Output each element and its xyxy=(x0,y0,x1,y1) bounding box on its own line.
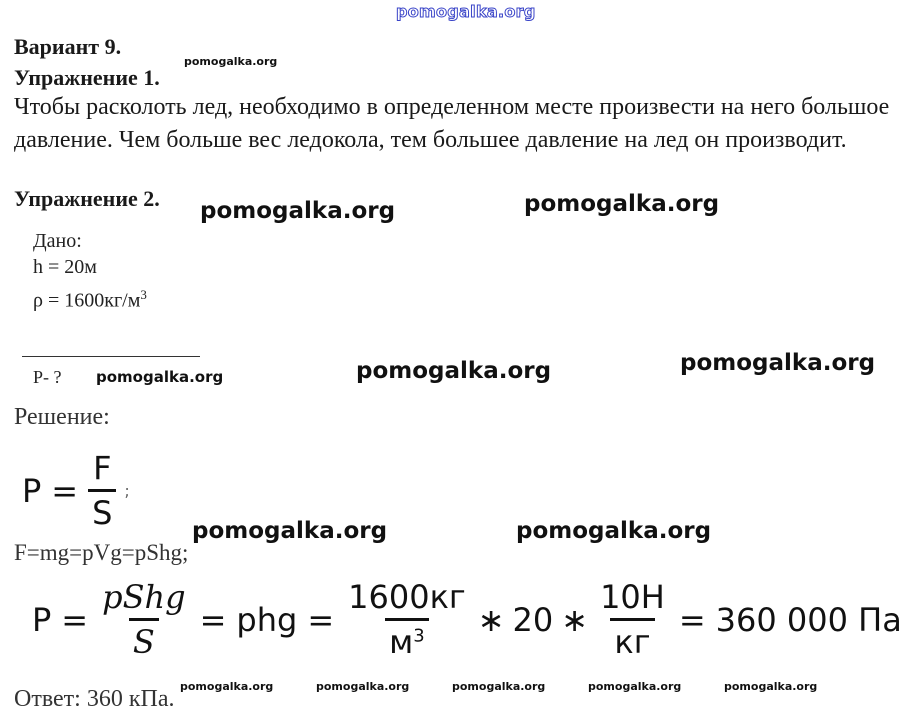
formula3-f1-num: pShg xyxy=(102,578,186,616)
watermark: pomogalka.org xyxy=(356,358,552,384)
find-label: P- ? xyxy=(33,367,62,387)
watermark: pomogalka.org xyxy=(180,680,274,693)
formula3-twenty: 20 xyxy=(512,600,554,639)
formula3-fraction1 xyxy=(98,578,190,661)
watermark: pomogalka.org xyxy=(588,680,682,693)
watermark: pomogalka.org xyxy=(316,680,410,693)
watermark: pomogalka.org xyxy=(524,191,720,217)
formula3-phg: phg xyxy=(236,600,298,639)
formula-pressure xyxy=(22,449,130,532)
formula3-fraction3 xyxy=(596,578,669,661)
formula-force: F=mg=pVg=pShg; xyxy=(14,540,189,565)
formula3-f2-den-exp: 3 xyxy=(413,625,425,647)
formula1-eq: = xyxy=(51,471,79,510)
formula3-f1-den: S xyxy=(129,618,159,661)
formula3-eq: = xyxy=(61,600,89,639)
formula3-f2-den xyxy=(385,618,429,661)
given-label: Дано: xyxy=(33,230,82,252)
formula3-times: ∗ xyxy=(477,600,505,639)
formula-calculation xyxy=(32,578,902,661)
formula3-fraction2 xyxy=(344,578,470,661)
formula1-den: S xyxy=(88,489,116,532)
watermark: pomogalka.org xyxy=(680,350,876,376)
given-height: h = 20м xyxy=(33,256,97,278)
formula3-f3-num: 10Н xyxy=(600,578,665,616)
watermark: pomogalka.org xyxy=(192,518,388,544)
formula1-lhs: P xyxy=(22,471,42,510)
formula3-times: ∗ xyxy=(561,600,589,639)
exercise2-title: Упражнение 2. xyxy=(14,186,160,211)
formula3-eq: = xyxy=(678,600,706,639)
watermark: pomogalka.org xyxy=(200,198,396,224)
given-divider xyxy=(22,356,200,357)
formula1-fraction xyxy=(88,449,116,532)
watermark: pomogalka.org xyxy=(724,680,818,693)
formula3-f2-num: 1600кг xyxy=(348,578,466,616)
solution-label: Решение: xyxy=(14,404,110,430)
given-density-exp: 3 xyxy=(140,287,147,302)
formula3-eq: = xyxy=(199,600,227,639)
exercise1-title: Упражнение 1. xyxy=(14,65,160,90)
formula1-num: F xyxy=(93,449,112,487)
formula1-tail: ; xyxy=(124,481,130,500)
given-density xyxy=(33,282,147,314)
formula3-result: 360 000 Па xyxy=(715,600,902,639)
exercise1-text: Чтобы расколоть лед, необходимо в определенном месте произвести на него большое давление. Чем больше вес ледокола, тем большее давление на лед он производит. xyxy=(14,94,890,153)
formula3-f3-den: кг xyxy=(610,618,654,661)
given-density-text: ρ = 1600кг/м xyxy=(33,289,141,312)
formula3-f2-den-base: м xyxy=(389,623,414,661)
answer-text: Ответ: 360 кПа. xyxy=(14,686,175,712)
formula3-lhs: P xyxy=(32,600,52,639)
watermark: pomogalka.org xyxy=(452,680,546,693)
variant-title: Вариант 9. xyxy=(14,34,122,59)
watermark: pomogalka.org xyxy=(96,368,224,386)
watermark: pomogalka.org xyxy=(184,55,278,68)
watermark-top: pomogalka.org xyxy=(396,2,536,21)
watermark: pomogalka.org xyxy=(516,518,712,544)
formula3-eq: = xyxy=(307,600,335,639)
